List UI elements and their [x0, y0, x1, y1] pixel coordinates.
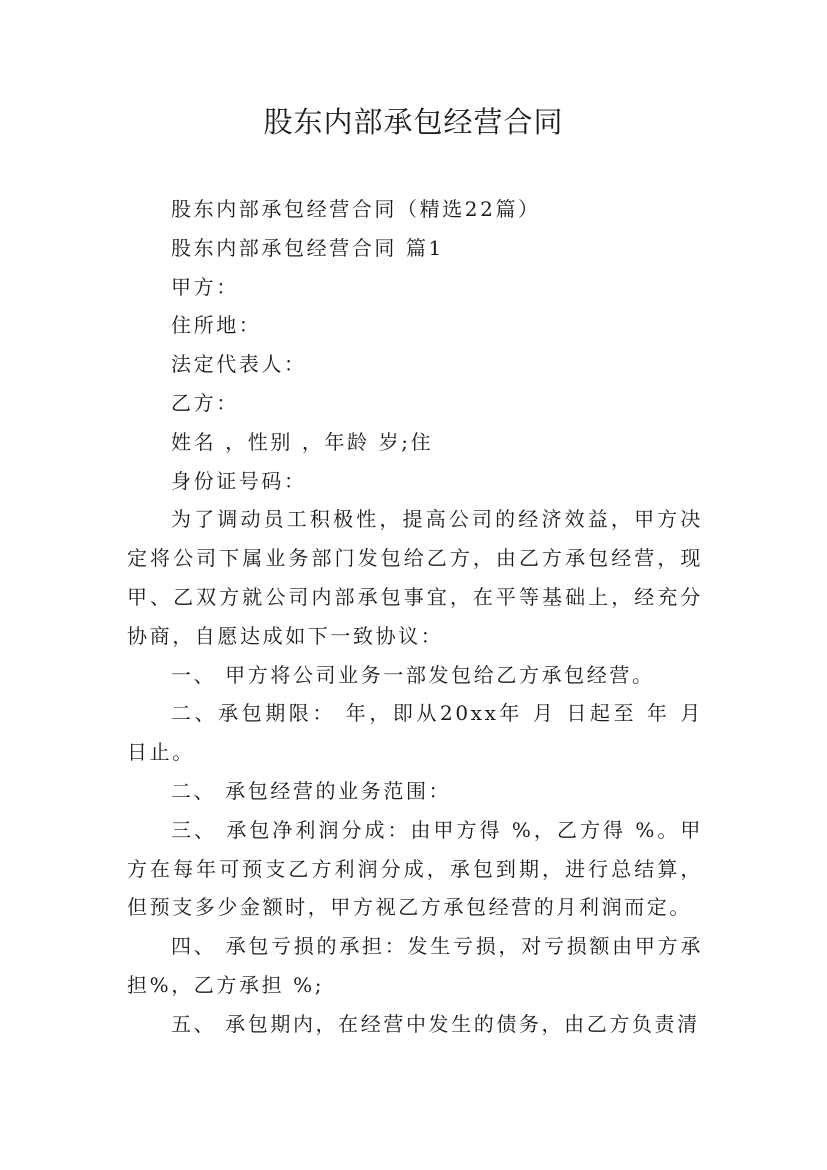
- party-b-details: 姓名 ，性别 ，年龄 岁;住: [171, 429, 434, 454]
- preamble-paragraph: 为了调动员工积极性，提高公司的经济效益，甲方决定将公司下属业务部门发包给乙方，由乙方承包经营，现甲、乙双方就公司内部承包事宜，在平等基础上，经充分协商，自愿达成如下一致协议：: [127, 507, 703, 648]
- document-body: [127, 190, 703, 1044]
- party-a-label: 甲方：: [171, 274, 239, 299]
- document-title: 股东内部承包经营合同: [263, 105, 564, 139]
- address-label: 住所地：: [171, 313, 262, 338]
- party-b-label: 乙方：: [171, 390, 239, 415]
- clause-scope: 二、 承包经营的业务范围：: [171, 778, 452, 803]
- clause-profit-share: 三、 承包净利润分成：由甲方得 %，乙方得 %。甲方在每年可预支乙方利润分成，承包到期，进行总结算，但预支多少金额时，甲方视乙方承包经营的月利润而定。: [127, 817, 703, 920]
- clause-1: 一、 甲方将公司业务一部发包给乙方承包经营。: [171, 662, 655, 687]
- clause-term: 二、承包期限： 年，即从20xx年 月 日起至 年 月日止。: [127, 701, 703, 765]
- clause-loss: 四、 承包亏损的承担：发生亏损，对亏损额由甲方承担%，乙方承担 %;: [127, 934, 703, 997]
- legal-representative-label: 法定代表人：: [171, 352, 307, 377]
- clause-debt: 五、 承包期内，在经营中发生的债务，由乙方负责清: [171, 1011, 700, 1036]
- id-number-label: 身份证号码：: [171, 468, 307, 493]
- section-heading: 股东内部承包经营合同 篇1: [171, 235, 444, 260]
- subtitle-paragraph: 股东内部承包经营合同（精选22篇）: [171, 197, 541, 221]
